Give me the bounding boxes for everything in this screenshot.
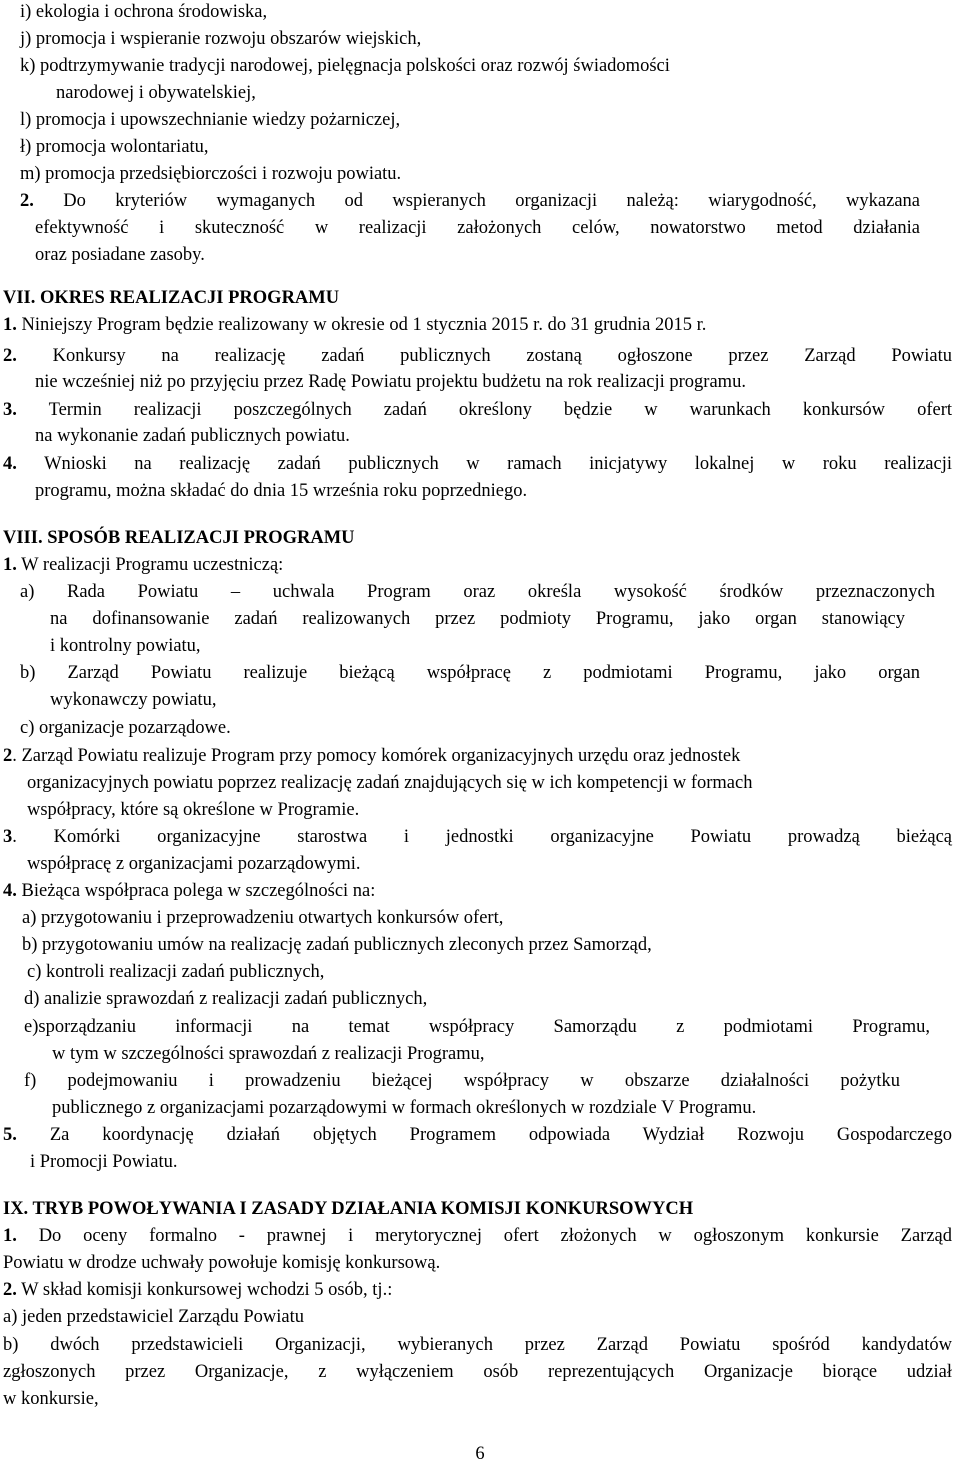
item-number: 5. [3,1125,17,1145]
line-text: Bieżąca współpraca polega w szczególności na: [16,881,376,901]
text-line [3,452,952,476]
line-text: a) przygotowaniu i przeprowadzeniu otwartych konkursów ofert, [22,908,504,928]
line-text: i) ekologia i ochrona środowiska, [20,2,268,22]
line-text: programu, można składać do dnia 15 września roku poprzedniego. [35,481,528,501]
text-line [27,852,960,876]
line-text: współpracę z organizacjami pozarządowymi. [27,854,361,874]
line-text: k) podtrzymywanie tradycji narodowej, pielęgnacja polskości oraz rozwój świadomości [20,56,670,76]
line-text: VIII. SPOSÓB REALIZACJI PROGRAMU [3,528,355,548]
text-line [27,771,960,795]
line-text: zgłoszonych przez Organizacje, z wyłączeniem osób reprezentujących Organizacje biorące udział [3,1362,952,1382]
line-text: Do oceny formalno - prawnej i merytorycznej ofert złożonych w ogłoszonym konkursie Zarząd [16,1226,952,1246]
text-line [35,424,960,448]
line-text: oraz posiadane zasoby. [35,245,205,265]
line-text: nie wcześniej niż po przyjęciu przez Radę Powiatu projektu budżetu na rok realizacji programu. [35,372,746,392]
text-line [20,54,960,78]
line-text: Niniejszy Program będzie realizowany w okresie od 1 stycznia 2015 r. do 31 grudnia 2015 r. [16,315,707,335]
item-number: 4. [3,454,17,474]
line-text: b) dwóch przedstawicieli Organizacji, wybieranych przez Zarząd Powiatu spośród kandydatów [3,1335,952,1355]
text-line [20,27,960,51]
text-line [27,960,960,984]
text-line [3,1278,960,1302]
line-text: IX. TRYB POWOŁYWANIA I ZASADY DZIAŁANIA KOMISJI KONKURSOWYCH [3,1199,694,1219]
text-line [20,580,935,604]
line-text: l) promocja i upowszechnianie wiedzy pożarniczej, [20,110,401,130]
text-line [3,1251,960,1275]
text-line [3,1387,960,1411]
text-line [50,688,960,712]
text-line [52,1096,960,1120]
item-number: 3 [3,827,13,847]
line-text: publicznego z organizacjami pozarządowymi w formach określonych w rozdziale V Programu. [52,1098,757,1118]
text-line [22,933,960,957]
line-text: wykonawczy powiatu, [50,690,217,710]
line-text: na dofinansowanie zadań realizowanych przez podmioty Programu, jako organ stanowiący [50,609,905,629]
line-text: b) przygotowaniu umów na realizację zadań publicznych zleconych przez Samorząd, [22,935,652,955]
text-line [3,398,952,422]
line-text: Wnioski na realizację zadań publicznych w ramach inicjatywy lokalnej w roku realizacji [16,454,952,474]
text-line [3,1360,952,1384]
text-line [3,1123,952,1147]
line-text: współpracy, które są określone w Programie. [27,800,360,820]
text-line [24,1015,930,1039]
text-line [3,744,960,768]
line-text: Konkursy na realizację zadań publicznych zostaną ogłoszone przez Zarząd Powiatu [16,346,952,366]
section-heading [3,526,960,550]
text-line [52,1042,960,1066]
line-text: a) Rada Powiatu – uchwala Program oraz określa wysokość środków przeznaczonych [20,582,935,602]
text-line [22,906,960,930]
text-line [3,879,960,903]
text-line [35,370,960,394]
text-line [20,108,960,132]
text-line [27,798,960,822]
text-line [50,634,960,658]
line-text: e)sporządzaniu informacji na temat współpracy Samorządu z podmiotami Programu, [24,1017,930,1037]
page-number: 6 [475,1444,485,1464]
line-text: na wykonanie zadań publicznych powiatu. [35,426,350,446]
line-text: organizacyjnych powiatu poprzez realizację zadań znajdujących się w ich kompetencji w formach [27,773,753,793]
line-text: b) Zarząd Powiatu realizuje bieżącą współpracę z podmiotami Programu, jako organ [20,663,920,683]
line-text: i Promocji Powiatu. [30,1152,178,1172]
line-text: w konkursie, [3,1389,99,1409]
text-line [20,135,960,159]
text-line [20,162,960,186]
text-line [3,1224,952,1248]
text-line [20,189,920,213]
line-text: c) organizacje pozarządowe. [20,718,231,738]
text-line [24,987,960,1011]
line-text: i kontrolny powiatu, [50,636,201,656]
line-text: ł) promocja wolontariatu, [20,137,209,157]
line-text: efektywność i skuteczność w realizacji założonych celów, nowatorstwo metod działania [35,218,920,238]
item-number: 4. [3,881,17,901]
text-line [35,216,920,240]
item-number: 2. [3,1280,17,1300]
item-number: 2. [20,191,34,211]
item-number: 1. [3,1226,17,1246]
line-text: m) promocja przedsiębiorczości i rozwoju powiatu. [20,164,402,184]
line-text: . Komórki organizacyjne starostwa i jednostki organizacyjne Powiatu prowadzą bieżącą [12,827,952,847]
line-text: . Zarząd Powiatu realizuje Program przy pomocy komórek organizacyjnych urzędu oraz jednostek [12,746,741,766]
text-line [3,313,960,337]
line-text: Powiatu w drodze uchwały powołuje komisję konkursową. [3,1253,441,1273]
text-line [3,344,952,368]
text-line [20,0,960,24]
item-number: 1. [3,555,17,575]
text-line [3,553,960,577]
line-text: Do kryteriów wymaganych od wspieranych organizacji należą: wiarygodność, wykazana [33,191,920,211]
line-text: Termin realizacji poszczególnych zadań określony będzie w warunkach konkursów ofert [16,400,952,420]
text-line [3,825,952,849]
line-text: Za koordynację działań objętych Programem odpowiada Wydział Rozwoju Gospodarczego [16,1125,952,1145]
line-text: a) jeden przedstawiciel Zarządu Powiatu [3,1307,305,1327]
text-line [3,1333,952,1357]
line-text: w tym w szczególności sprawozdań z realizacji Programu, [52,1044,485,1064]
line-text: VII. OKRES REALIZACJI PROGRAMU [3,288,340,308]
line-text: f) podejmowaniu i prowadzeniu bieżącej współpracy w obszarze działalności pożytku [24,1071,900,1091]
item-number: 3. [3,400,17,420]
line-text: j) promocja i wspieranie rozwoju obszarów wiejskich, [20,29,422,49]
item-number: 2. [3,346,17,366]
line-text: W skład komisji konkursowej wchodzi 5 osób, tj.: [16,1280,393,1300]
text-line [3,1305,960,1329]
section-heading [3,1197,960,1221]
text-line [30,1150,960,1174]
text-line [20,716,960,740]
item-number: 1. [3,315,17,335]
item-number: 2 [3,746,13,766]
line-text: d) analizie sprawozdań z realizacji zadań publicznych, [24,989,428,1009]
section-heading [3,286,960,310]
line-text: W realizacji Programu uczestniczą: [16,555,284,575]
text-line [20,661,920,685]
text-line [56,81,960,105]
text-line [50,607,905,631]
text-line [24,1069,900,1093]
text-line [35,243,960,267]
text-line [35,479,960,503]
line-text: c) kontroli realizacji zadań publicznych, [27,962,325,982]
line-text: narodowej i obywatelskiej, [56,83,256,103]
